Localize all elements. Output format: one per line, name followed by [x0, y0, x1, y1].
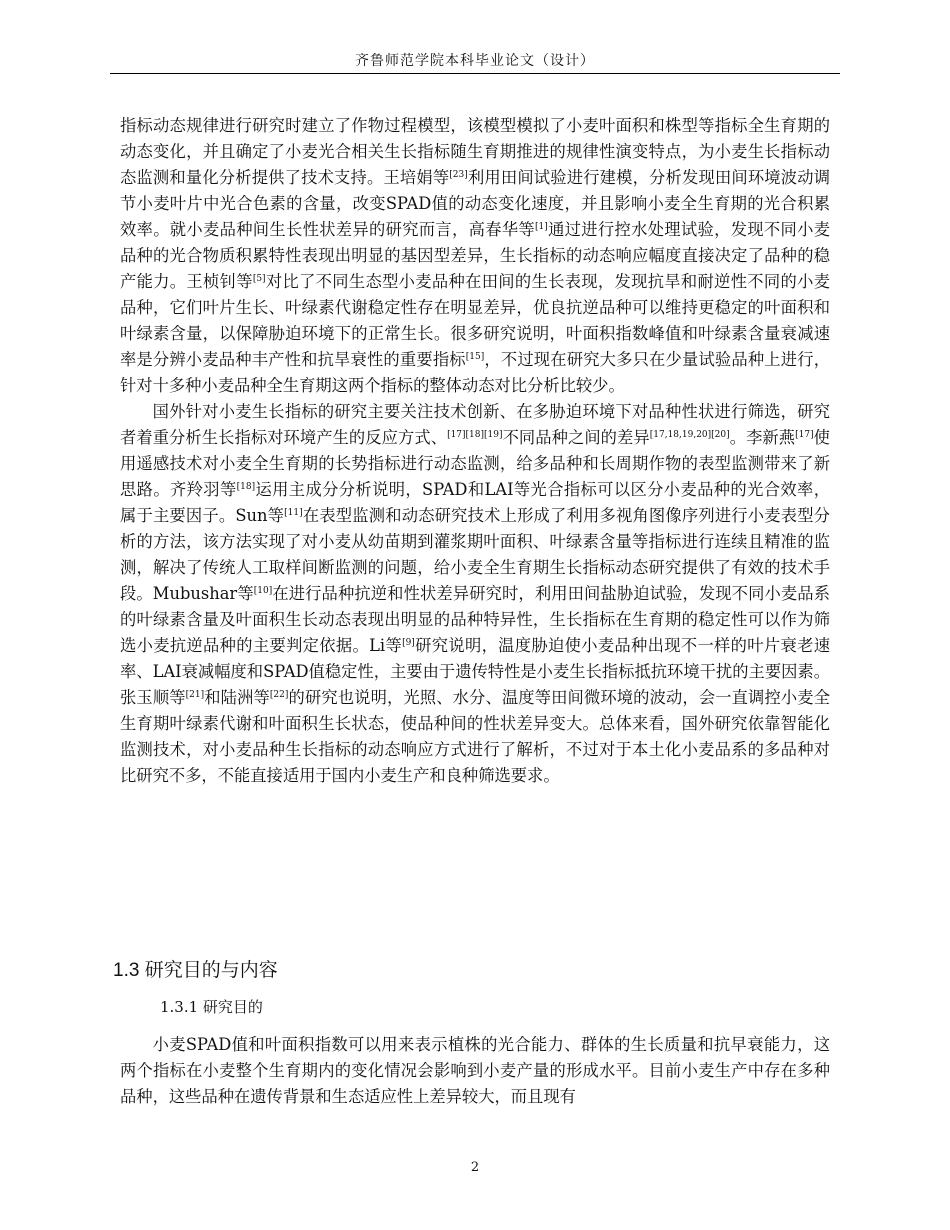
text-run: 研究说明，温度胁迫使小麦品种出现不一样的叶片衰老速率、LAI衰减幅度和SPAD值稳定性，主要由于遗传特性是小麦生长指标抵抗环境干扰的主要因素。张玉顺等: [120, 636, 830, 707]
main-text-continued: [120, 1032, 830, 1110]
subsection-heading: 1.3.1 研究目的: [160, 998, 263, 1016]
text-run: 在表型监测和动态研究技术上形成了利用多视角图像序列进行小麦表型分析的方法，该方法实现了对小麦从幼苗期到灌浆期叶面积、叶绿素含量等指标进行连续且精准的监测，解决了传统人工取样间断监测的问题，给小麦全生育期生长指标动态研究提供了有效的技术手段。Mubushar等: [120, 506, 830, 603]
citation: [18]: [236, 482, 256, 492]
citation: [23]: [449, 170, 468, 180]
text-run: 使用遥感技术对小麦全生育期的长势指标进行动态监测，给多品种和长周期作物的表型监测带来了新思路。齐羚羽等: [120, 428, 830, 499]
text-run: 利用田间试验进行建模，分析发现田间环境波动调节小麦叶片中光合色素的含量，改变SPAD值的动态变化速度，并且影响小麦全生育期的光合积累效率。就小麦品种间生长性状差异的研究而言，高春华等: [120, 168, 830, 239]
citation: [21]: [185, 690, 205, 700]
paragraph-1: [120, 113, 830, 399]
text-run: 国外针对小麦生长指标的研究主要关注技术创新、在多胁迫环境下对品种性状进行筛选，研究者着重分析生长指标对环境产生的反应方式、: [120, 402, 830, 447]
running-header: 齐鲁师范学院本科毕业论文（设计）: [355, 53, 595, 69]
text-run: 和陆洲等: [204, 688, 270, 707]
citation: [1]: [535, 222, 548, 232]
paragraph-3: 小麦SPAD值和叶面积指数可以用来表示植株的光合能力、群体的生长质量和抗早衰能力，这两个指标在小麦整个生育期内的变化情况会影响到小麦产量的形成水平。目前小麦生产中存在多种品种，这些品种在遗传背景和生态适应性上差异较大，而且现有: [120, 1035, 830, 1106]
citation: [17,18,19,20][20]: [649, 430, 730, 440]
text-run: 。李新燕: [729, 428, 796, 447]
text-run: 不同品种之间的差异: [502, 428, 650, 447]
citation: [17]: [795, 430, 814, 440]
citation: [22]: [269, 690, 289, 700]
header-rule: [110, 73, 840, 74]
page-number: 2: [470, 1160, 480, 1175]
text-run: 通过进行控水处理试验，发现不同小麦品种的光合物质积累特性表现出明显的基因型差异，生长指标的动态响应幅度直接决定了品种的稳产能力。王桢钊等: [120, 220, 830, 291]
text-run: 对比了不同生态型小麦品种在田间的生长表现，发现抗旱和耐逆性不同的小麦品种，它们叶片生长、叶绿素代谢稳定性存在明显差异，优良抗逆品种可以维持更稳定的叶面积和叶绿素含量，以保障胁迫环境下的正常生长。很多研究说明，叶面积指数峰值和叶绿素含量衰减速率是分辨小麦品种丰产性和抗旱衰性的重要指标: [120, 272, 830, 369]
text-run: 的研究也说明，光照、水分、温度等田间微环境的波动，会一直调控小麦全生育期叶绿素代谢和叶面积生长状态，使品种间的性状差异变大。总体来看，国外研究依靠智能化监测技术，对小麦品种生长指标的动态响应方式进行了解析，不过对于本土化小麦品系的多品种对比研究不多，不能直接适用于国内小麦生产和良种筛选要求。: [120, 688, 830, 785]
text-run: ，不过现在研究大多只在少量试验品种上进行，针对十多种小麦品种全生育期这两个指标的整体动态对比分析比较少。: [120, 350, 830, 395]
citation: [17][18][19]: [447, 430, 503, 440]
paragraph-2: [120, 399, 830, 789]
main-text: [120, 113, 830, 789]
citation: [10]: [253, 586, 273, 596]
section-heading: 1.3 研究目的与内容: [113, 960, 278, 981]
text-run: 运用主成分分析说明，SPAD和LAI等光合指标可以区分小麦品种的光合效率，属于主要因子。Sun等: [120, 480, 830, 525]
citation: [5]: [252, 274, 266, 284]
citation: [15]: [465, 352, 485, 362]
citation: [11]: [284, 508, 303, 518]
text-run: 指标动态规律进行研究时建立了作物过程模型，该模型模拟了小麦叶面积和株型等指标全生育期的动态变化，并且确定了小麦光合相关生长指标随生育期推进的规律性演变特点，为小麦生长指标动态监测和量化分析提供了技术支持。王培娟等: [120, 116, 830, 187]
text-run: 在进行品种抗逆和性状差异研究时，利用田间盐胁迫试验，发现不同小麦品系的叶绿素含量及叶面积生长动态表现出明显的品种特异性，生长指标在生育期的稳定性可以作为筛选小麦抗逆品种的主要判定依据。Li等: [120, 584, 830, 655]
citation: [9]: [402, 638, 415, 648]
